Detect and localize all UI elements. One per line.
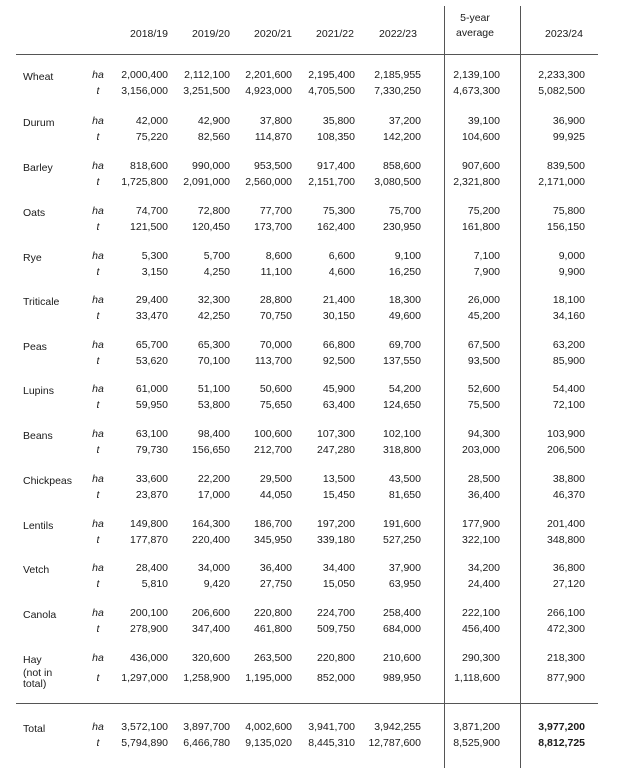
row-rye-unit-t: t [96, 266, 100, 278]
row-rye-ha-value: 6,600 [328, 250, 355, 262]
row-total-t-value: 8,525,900 [453, 737, 500, 749]
row-hay-t-value: 852,000 [317, 672, 355, 684]
row-wheat-ha-value: 2,201,600 [245, 69, 292, 81]
row-chickpeas-ha-value: 43,500 [388, 473, 421, 485]
row-lentils-label-line: Lentils [23, 520, 54, 532]
row-rye-ha-value: 9,100 [394, 250, 421, 262]
row-durum-label [23, 115, 55, 131]
row-peas-ha-value: 70,000 [259, 339, 292, 351]
total-rule [16, 703, 598, 704]
row-wheat-ha-value: 2,112,100 [184, 69, 230, 81]
row-rye-label [23, 250, 42, 266]
row-oats-unit-ha: ha [92, 205, 104, 217]
row-peas-ha-value: 63,200 [552, 339, 585, 351]
row-lupins-label [23, 383, 54, 399]
row-rye-unit-ha: ha [92, 250, 104, 262]
row-lupins-t-value: 53,800 [197, 399, 230, 411]
row-total-t-value: 5,794,890 [121, 737, 168, 749]
row-triticale-ha-value: 29,400 [135, 294, 168, 306]
row-lupins-ha-value: 54,200 [388, 383, 421, 395]
row-barley-t-value: 2,321,800 [453, 176, 500, 188]
row-barley-t-value: 1,725,800 [121, 176, 168, 188]
row-oats-t-value: 156,150 [547, 221, 585, 233]
row-chickpeas-t-value: 23,870 [135, 489, 168, 501]
row-barley-t-value: 2,091,000 [183, 176, 230, 188]
row-lentils-unit-ha: ha [92, 518, 104, 530]
row-beans-unit-ha: ha [92, 428, 104, 440]
row-peas-label-line: Peas [23, 341, 47, 353]
row-beans-label-line: Beans [23, 430, 53, 442]
row-triticale-ha-value: 18,300 [388, 294, 421, 306]
row-vetch-ha-value: 34,200 [467, 562, 500, 574]
row-oats-ha-value: 74,700 [135, 205, 168, 217]
row-oats-ha-value: 75,200 [467, 205, 500, 217]
row-canola-ha-value: 222,100 [462, 607, 500, 619]
row-total-t-value: 6,466,780 [183, 737, 230, 749]
row-canola-t-value: 278,900 [130, 623, 168, 635]
row-wheat-t-value: 3,156,000 [121, 85, 168, 97]
row-durum-ha-value: 35,800 [322, 115, 355, 127]
row-rye-ha-value: 7,100 [473, 250, 500, 262]
row-vetch-t-value: 27,750 [259, 578, 292, 590]
row-peas-t-value: 70,100 [197, 355, 230, 367]
row-rye-t-value: 7,900 [473, 266, 500, 278]
row-lentils-ha-value: 164,300 [192, 518, 230, 530]
row-durum-ha-value: 42,000 [135, 115, 168, 127]
row-durum-t-value: 114,870 [254, 131, 292, 143]
row-rye-ha-value: 5,300 [141, 250, 168, 262]
row-lentils-t-value: 348,800 [547, 534, 585, 546]
row-beans-t-value: 79,730 [135, 444, 168, 456]
row-hay-ha-value: 220,800 [317, 652, 355, 664]
row-hay-t-value: 1,118,600 [454, 672, 500, 684]
row-wheat-ha-value: 2,185,955 [374, 69, 421, 81]
row-total-label [23, 721, 45, 737]
row-wheat-ha-value: 2,139,100 [453, 69, 500, 81]
row-triticale-unit-t: t [96, 310, 100, 322]
row-lentils-t-value: 322,100 [462, 534, 500, 546]
row-oats-unit-t: t [96, 221, 100, 233]
row-durum-ha-value: 37,800 [259, 115, 292, 127]
row-lentils-ha-value: 149,800 [130, 518, 168, 530]
header-2021-22: 2021/22 [316, 28, 354, 40]
header-2022-23: 2022/23 [379, 28, 417, 40]
row-canola-label [23, 607, 56, 623]
row-lupins-unit-t: t [96, 399, 100, 411]
row-canola-t-value: 472,300 [547, 623, 585, 635]
row-vetch-ha-value: 36,400 [259, 562, 292, 574]
row-total-ha-value: 3,942,255 [374, 721, 421, 733]
row-hay-ha-value: 210,600 [383, 652, 421, 664]
row-canola-ha-value: 266,100 [547, 607, 585, 619]
row-chickpeas-t-value: 46,370 [552, 489, 585, 501]
row-triticale-t-value: 49,600 [388, 310, 421, 322]
row-peas-unit-ha: ha [92, 339, 104, 351]
row-lentils-t-value: 345,950 [254, 534, 292, 546]
row-peas-unit-t: t [96, 355, 100, 367]
row-barley-t-value: 3,080,500 [374, 176, 421, 188]
row-hay-t-value: 989,950 [383, 672, 421, 684]
row-oats-ha-value: 75,700 [388, 205, 421, 217]
row-barley-ha-value: 953,500 [254, 160, 292, 172]
row-peas-t-value: 93,500 [467, 355, 500, 367]
row-oats-t-value: 161,800 [462, 221, 500, 233]
row-lupins-ha-value: 50,600 [259, 383, 292, 395]
row-barley-ha-value: 907,600 [462, 160, 500, 172]
row-hay-label-line: (not in [23, 667, 53, 679]
row-rye-t-value: 11,100 [260, 266, 292, 278]
row-total-ha-value: 3,871,200 [453, 721, 500, 733]
row-hay-t-value: 877,900 [547, 672, 585, 684]
row-canola-t-value: 456,400 [462, 623, 500, 635]
row-beans-ha-value: 103,900 [547, 428, 585, 440]
row-barley-unit-t: t [96, 176, 100, 188]
row-wheat-label-line: Wheat [23, 71, 54, 83]
row-barley-label [23, 160, 53, 176]
row-chickpeas-label-line: Chickpeas [23, 475, 73, 487]
row-triticale-t-value: 30,150 [322, 310, 355, 322]
row-wheat-t-value: 3,251,500 [183, 85, 230, 97]
header-avg-line1: 5-year [460, 12, 490, 24]
row-total-label-line: Total [23, 723, 46, 735]
row-beans-ha-value: 98,400 [197, 428, 230, 440]
row-canola-unit-t: t [96, 623, 100, 635]
row-rye-t-value: 9,900 [558, 266, 585, 278]
row-hay-t-value: 1,297,000 [121, 672, 168, 684]
row-oats-ha-value: 72,800 [197, 205, 230, 217]
row-barley-ha-value: 990,000 [192, 160, 230, 172]
row-canola-t-value: 509,750 [317, 623, 355, 635]
row-lupins-t-value: 124,650 [383, 399, 421, 411]
row-canola-ha-value: 224,700 [317, 607, 355, 619]
row-durum-ha-value: 42,900 [197, 115, 230, 127]
row-beans-ha-value: 94,300 [467, 428, 500, 440]
row-lupins-t-value: 72,100 [552, 399, 585, 411]
row-vetch-t-value: 5,810 [141, 578, 168, 590]
row-wheat-t-value: 4,705,500 [308, 85, 355, 97]
row-oats-t-value: 121,500 [130, 221, 168, 233]
row-peas-t-value: 53,620 [135, 355, 168, 367]
row-peas-ha-value: 67,500 [467, 339, 500, 351]
row-canola-unit-ha: ha [92, 607, 104, 619]
header-5-year-average [444, 12, 506, 40]
row-total-t-value: 9,135,020 [245, 737, 292, 749]
row-vetch-ha-value: 37,900 [388, 562, 421, 574]
row-chickpeas-t-value: 81,650 [388, 489, 421, 501]
row-lupins-ha-value: 54,400 [552, 383, 585, 395]
row-peas-ha-value: 69,700 [388, 339, 421, 351]
row-oats-ha-value: 77,700 [259, 205, 292, 217]
row-hay-unit-t: t [96, 672, 100, 684]
row-durum-t-value: 75,220 [135, 131, 168, 143]
row-hay-label [23, 652, 52, 690]
row-canola-t-value: 684,000 [383, 623, 421, 635]
row-hay-ha-value: 263,500 [254, 652, 292, 664]
row-oats-t-value: 162,400 [317, 221, 355, 233]
row-triticale-t-value: 70,750 [259, 310, 292, 322]
row-hay-ha-value: 218,300 [547, 652, 585, 664]
row-hay-label-line: total) [23, 678, 47, 690]
row-vetch-unit-ha: ha [92, 562, 104, 574]
row-oats-ha-value: 75,800 [552, 205, 585, 217]
row-barley-t-value: 2,560,000 [245, 176, 292, 188]
row-chickpeas-ha-value: 33,600 [135, 473, 168, 485]
row-lupins-label-line: Lupins [23, 385, 54, 397]
row-hay-ha-value: 290,300 [462, 652, 500, 664]
row-vetch-unit-t: t [96, 578, 100, 590]
row-chickpeas-unit-t: t [96, 489, 100, 501]
row-canola-ha-value: 206,600 [192, 607, 230, 619]
row-durum-ha-value: 39,100 [467, 115, 500, 127]
row-beans-t-value: 156,650 [192, 444, 230, 456]
row-vetch-ha-value: 34,000 [197, 562, 230, 574]
row-hay-t-value: 1,195,000 [245, 672, 292, 684]
row-wheat-unit-ha: ha [92, 69, 104, 81]
row-total-ha-value: 3,941,700 [308, 721, 355, 733]
row-vetch-t-value: 9,420 [203, 578, 230, 590]
row-vetch-t-value: 24,400 [467, 578, 500, 590]
row-triticale-t-value: 45,200 [467, 310, 500, 322]
row-durum-t-value: 82,560 [197, 131, 230, 143]
row-chickpeas-ha-value: 28,500 [467, 473, 500, 485]
row-beans-ha-value: 102,100 [383, 428, 421, 440]
row-lentils-t-value: 220,400 [192, 534, 230, 546]
row-beans-label [23, 428, 53, 444]
row-vetch-label [23, 562, 49, 578]
row-lentils-label [23, 518, 53, 534]
row-canola-ha-value: 258,400 [383, 607, 421, 619]
header-2018-19: 2018/19 [130, 28, 168, 40]
row-chickpeas-t-value: 36,400 [467, 489, 500, 501]
row-vetch-ha-value: 36,800 [552, 562, 585, 574]
row-lupins-ha-value: 52,600 [467, 383, 500, 395]
row-wheat-label [23, 69, 53, 85]
row-barley-ha-value: 858,600 [383, 160, 421, 172]
row-lentils-t-value: 527,250 [383, 534, 421, 546]
row-vetch-t-value: 63,950 [388, 578, 421, 590]
row-wheat-ha-value: 2,233,300 [538, 69, 585, 81]
row-total-unit-ha: ha [92, 721, 104, 733]
row-beans-ha-value: 63,100 [135, 428, 168, 440]
row-lupins-t-value: 63,400 [322, 399, 355, 411]
row-durum-label-line: Durum [23, 117, 55, 129]
row-chickpeas-ha-value: 29,500 [259, 473, 292, 485]
row-chickpeas-t-value: 17,000 [197, 489, 230, 501]
row-triticale-ha-value: 18,100 [552, 294, 585, 306]
row-beans-t-value: 206,500 [547, 444, 585, 456]
header-rule [16, 54, 598, 55]
row-peas-t-value: 92,500 [322, 355, 355, 367]
row-oats-label-line: Oats [23, 207, 46, 219]
row-rye-label-line: Rye [23, 252, 42, 264]
row-rye-t-value: 16,250 [388, 266, 421, 278]
row-peas-label [23, 339, 47, 355]
row-triticale-t-value: 42,250 [197, 310, 230, 322]
row-beans-unit-t: t [96, 444, 100, 456]
row-beans-t-value: 247,280 [317, 444, 355, 456]
row-total-ha-value: 3,977,200 [538, 721, 585, 733]
row-peas-t-value: 85,900 [552, 355, 585, 367]
row-chickpeas-unit-ha: ha [92, 473, 104, 485]
row-durum-t-value: 142,200 [383, 131, 421, 143]
row-lentils-ha-value: 197,200 [317, 518, 355, 530]
row-oats-label [23, 205, 45, 221]
row-total-ha-value: 3,897,700 [183, 721, 230, 733]
row-barley-label-line: Barley [23, 162, 53, 174]
row-triticale-ha-value: 32,300 [197, 294, 230, 306]
row-beans-t-value: 203,000 [462, 444, 500, 456]
row-lupins-unit-ha: ha [92, 383, 104, 395]
row-durum-ha-value: 37,200 [388, 115, 421, 127]
row-durum-ha-value: 36,900 [552, 115, 585, 127]
row-beans-ha-value: 107,300 [317, 428, 355, 440]
row-rye-t-value: 4,600 [328, 266, 355, 278]
row-barley-t-value: 2,151,700 [308, 176, 355, 188]
row-triticale-ha-value: 21,400 [322, 294, 355, 306]
header-avg-line2: average [456, 27, 494, 39]
row-chickpeas-t-value: 44,050 [259, 489, 292, 501]
row-lupins-ha-value: 45,900 [322, 383, 355, 395]
row-beans-ha-value: 100,600 [254, 428, 292, 440]
row-wheat-unit-t: t [96, 85, 100, 97]
row-oats-t-value: 120,450 [192, 221, 230, 233]
row-total-t-value: 12,787,600 [368, 737, 421, 749]
row-rye-ha-value: 9,000 [558, 250, 585, 262]
row-chickpeas-label [23, 473, 72, 489]
row-hay-label-line: Hay [23, 654, 42, 666]
row-lentils-unit-t: t [96, 534, 100, 546]
row-durum-t-value: 104,600 [462, 131, 500, 143]
row-rye-ha-value: 5,700 [203, 250, 230, 262]
header-2023-24: 2023/24 [545, 28, 583, 40]
row-vetch-label-line: Vetch [23, 564, 50, 576]
row-hay-unit-ha: ha [92, 652, 104, 664]
row-total-ha-value: 4,002,600 [245, 721, 292, 733]
row-hay-t-value: 1,258,900 [183, 672, 230, 684]
row-lupins-t-value: 75,500 [467, 399, 500, 411]
row-chickpeas-ha-value: 38,800 [552, 473, 585, 485]
row-lupins-t-value: 59,950 [135, 399, 168, 411]
row-wheat-t-value: 7,330,250 [374, 85, 421, 97]
row-barley-ha-value: 839,500 [547, 160, 585, 172]
row-triticale-label-line: Triticale [23, 296, 60, 308]
row-lentils-ha-value: 191,600 [383, 518, 421, 530]
row-hay-ha-value: 436,000 [130, 652, 168, 664]
row-vetch-t-value: 27,120 [552, 578, 585, 590]
row-peas-ha-value: 65,300 [197, 339, 230, 351]
row-triticale-unit-ha: ha [92, 294, 104, 306]
row-rye-ha-value: 8,600 [265, 250, 292, 262]
row-beans-t-value: 212,700 [254, 444, 292, 456]
row-triticale-t-value: 34,160 [552, 310, 585, 322]
row-canola-t-value: 347,400 [192, 623, 230, 635]
row-peas-t-value: 113,700 [254, 355, 292, 367]
row-wheat-ha-value: 2,195,400 [308, 69, 355, 81]
row-wheat-t-value: 4,923,000 [245, 85, 292, 97]
row-chickpeas-ha-value: 13,500 [322, 473, 355, 485]
row-lupins-ha-value: 51,100 [197, 383, 230, 395]
row-triticale-label [23, 294, 59, 310]
row-lentils-t-value: 339,180 [317, 534, 355, 546]
row-canola-ha-value: 220,800 [254, 607, 292, 619]
row-vetch-ha-value: 34,400 [322, 562, 355, 574]
row-oats-t-value: 173,700 [254, 221, 292, 233]
row-hay-ha-value: 320,600 [192, 652, 230, 664]
row-triticale-ha-value: 26,000 [467, 294, 500, 306]
row-lupins-ha-value: 61,000 [135, 383, 168, 395]
row-total-t-value: 8,445,310 [308, 737, 355, 749]
row-wheat-ha-value: 2,000,400 [121, 69, 168, 81]
row-barley-ha-value: 917,400 [317, 160, 355, 172]
row-chickpeas-t-value: 15,450 [322, 489, 355, 501]
row-total-t-value: 8,812,725 [538, 737, 585, 749]
row-lentils-t-value: 177,870 [130, 534, 168, 546]
row-canola-t-value: 461,800 [254, 623, 292, 635]
row-durum-t-value: 99,925 [552, 131, 585, 143]
row-wheat-t-value: 5,082,500 [538, 85, 585, 97]
row-lentils-ha-value: 201,400 [547, 518, 585, 530]
header-2020-21: 2020/21 [254, 28, 292, 40]
row-rye-t-value: 4,250 [203, 266, 230, 278]
row-barley-t-value: 2,171,000 [538, 176, 585, 188]
row-rye-t-value: 3,150 [141, 266, 168, 278]
row-lentils-ha-value: 186,700 [254, 518, 292, 530]
row-vetch-t-value: 15,050 [322, 578, 355, 590]
row-peas-t-value: 137,550 [383, 355, 421, 367]
row-triticale-t-value: 33,470 [135, 310, 168, 322]
row-durum-unit-t: t [96, 131, 100, 143]
row-barley-ha-value: 818,600 [130, 160, 168, 172]
row-oats-t-value: 230,950 [383, 221, 421, 233]
row-vetch-ha-value: 28,400 [135, 562, 168, 574]
row-lentils-ha-value: 177,900 [462, 518, 500, 530]
row-total-unit-t: t [96, 737, 100, 749]
row-chickpeas-ha-value: 22,200 [197, 473, 230, 485]
row-total-ha-value: 3,572,100 [121, 721, 168, 733]
row-beans-t-value: 318,800 [383, 444, 421, 456]
header-2019-20: 2019/20 [192, 28, 230, 40]
row-barley-unit-ha: ha [92, 160, 104, 172]
row-oats-ha-value: 75,300 [322, 205, 355, 217]
row-triticale-ha-value: 28,800 [259, 294, 292, 306]
row-lupins-t-value: 75,650 [259, 399, 292, 411]
row-durum-t-value: 108,350 [317, 131, 355, 143]
row-canola-label-line: Canola [23, 609, 57, 621]
row-peas-ha-value: 65,700 [135, 339, 168, 351]
row-peas-ha-value: 66,800 [322, 339, 355, 351]
row-wheat-t-value: 4,673,300 [453, 85, 500, 97]
row-durum-unit-ha: ha [92, 115, 104, 127]
row-canola-ha-value: 200,100 [130, 607, 168, 619]
